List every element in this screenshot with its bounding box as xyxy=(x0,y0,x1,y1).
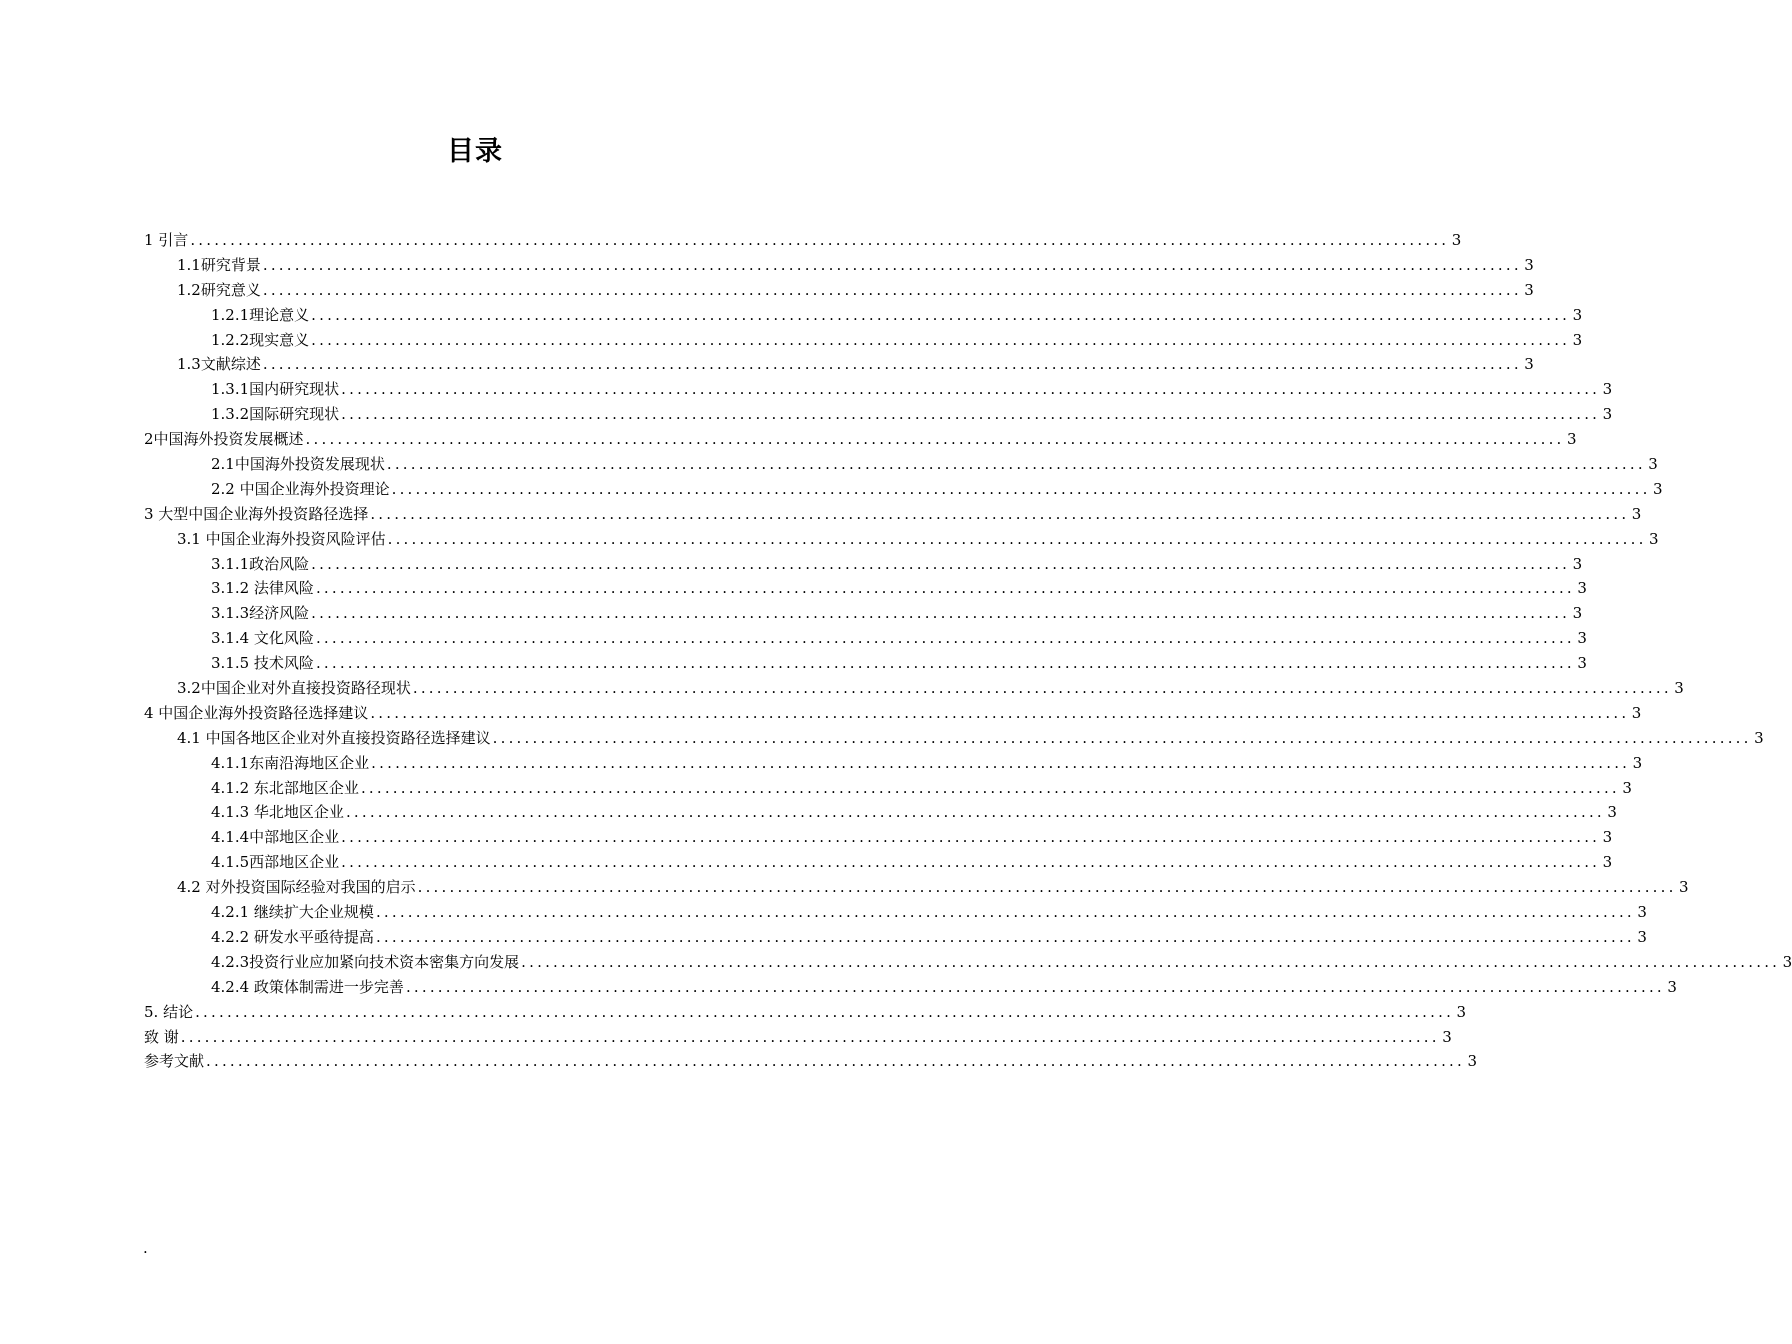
toc-dot-leader: .............................................................................................................................................................. xyxy=(311,554,1571,573)
toc-entry-page-number: 3 xyxy=(1524,255,1534,274)
toc-entry-label: 3.1.2 法律风险 xyxy=(211,579,314,598)
toc-dot-leader: .............................................................................................................................................................. xyxy=(417,878,1677,897)
toc-dot-leader: .............................................................................................................................................................. xyxy=(375,927,1635,946)
toc-dot-leader: .............................................................................................................................................................. xyxy=(371,753,1631,772)
toc-entry-page-number: 3 xyxy=(1674,679,1684,698)
toc-entry[interactable] xyxy=(144,726,1764,751)
toc-dot-leader: .............................................................................................................................................................. xyxy=(311,330,1571,349)
toc-entry[interactable] xyxy=(144,527,1659,552)
toc-entry[interactable] xyxy=(144,452,1658,477)
toc-entry-page-number: 3 xyxy=(1631,504,1642,523)
toc-entry-page-number: 3 xyxy=(1524,280,1534,299)
toc-dot-leader: .............................................................................................................................................................. xyxy=(412,679,1672,698)
toc-entry-label: 4.1.1东南沿海地区企业 xyxy=(211,753,370,772)
toc-entry-page-number: 3 xyxy=(1442,1027,1452,1046)
toc-dot-leader: .............................................................................................................................................................. xyxy=(341,853,1601,872)
toc-entry[interactable] xyxy=(144,776,1632,801)
toc-entry[interactable] xyxy=(144,1000,1467,1025)
toc-entry-page-number: 3 xyxy=(1572,604,1583,623)
toc-dot-leader: .............................................................................................................................................................. xyxy=(315,629,1575,648)
toc-entry-label: 2中国海外投资发展概述 xyxy=(144,430,304,449)
toc-entry[interactable] xyxy=(144,900,1647,925)
toc-entry[interactable] xyxy=(144,278,1534,303)
toc-entry-page-number: 3 xyxy=(1572,554,1583,573)
toc-entry-page-number: 3 xyxy=(1679,878,1689,897)
toc-entry-page-number: 3 xyxy=(1631,703,1642,722)
toc-entry[interactable] xyxy=(144,1049,1477,1074)
toc-entry-page-number: 3 xyxy=(1637,927,1647,946)
footer-dot: . xyxy=(143,1239,148,1257)
toc-entry[interactable] xyxy=(144,477,1663,502)
toc-entry[interactable] xyxy=(144,676,1684,701)
toc-entry[interactable] xyxy=(144,253,1534,278)
toc-entry-page-number: 3 xyxy=(1577,629,1587,648)
toc-entry[interactable] xyxy=(144,552,1583,577)
toc-entry-page-number: 3 xyxy=(1653,479,1663,498)
toc-entry-label: 3 大型中国企业海外投资路径选择 xyxy=(144,504,369,523)
toc-entry-page-number: 3 xyxy=(1572,305,1583,324)
toc-dot-leader: .............................................................................................................................................................. xyxy=(391,479,1651,498)
toc-dot-leader: .............................................................................................................................................................. xyxy=(492,728,1752,747)
toc-entry-label: 4.1.5西部地区企业 xyxy=(211,853,340,872)
toc-entry[interactable] xyxy=(144,825,1613,850)
toc-entry[interactable] xyxy=(144,925,1647,950)
toc-entry[interactable] xyxy=(144,850,1613,875)
toc-entry-page-number: 3 xyxy=(1782,952,1792,971)
toc-entry-page-number: 3 xyxy=(1577,579,1587,598)
toc-entry-label: 2.2 中国企业海外投资理论 xyxy=(211,479,390,498)
toc-entry-label: 1.2.2现实意义 xyxy=(211,330,310,349)
toc-entry-label: 致 谢 xyxy=(144,1027,179,1046)
toc-entry-page-number: 3 xyxy=(1607,803,1617,822)
toc-entry-page-number: 3 xyxy=(1632,753,1643,772)
toc-entry[interactable] xyxy=(144,402,1613,427)
toc-entry[interactable] xyxy=(144,701,1642,726)
page-title: 目录 xyxy=(447,136,503,167)
toc-entry-page-number: 3 xyxy=(1602,853,1613,872)
toc-dot-leader: .............................................................................................................................................................. xyxy=(305,430,1565,449)
toc-entry[interactable] xyxy=(144,303,1583,328)
toc-entry-page-number: 3 xyxy=(1602,828,1613,847)
toc-dot-leader: .............................................................................................................................................................. xyxy=(341,828,1601,847)
toc-dot-leader: .............................................................................................................................................................. xyxy=(341,380,1601,399)
toc-entry-label: 4.2 对外投资国际经验对我国的启示 xyxy=(177,878,416,897)
toc-entry-page-number: 3 xyxy=(1637,903,1647,922)
toc-entry[interactable] xyxy=(144,328,1583,353)
toc-entry-label: 1.2研究意义 xyxy=(177,280,261,299)
toc-dot-leader: .............................................................................................................................................................. xyxy=(370,504,1630,523)
toc-entry[interactable] xyxy=(144,427,1577,452)
toc-entry-label: 2.1中国海外投资发展现状 xyxy=(211,455,385,474)
toc-entry-label: 参考文献 xyxy=(144,1052,205,1071)
toc-entry-label: 3.1.3经济风险 xyxy=(211,604,310,623)
toc-entry-label: 1.2.1理论意义 xyxy=(211,305,310,324)
toc-entry-label: 1 引言 xyxy=(144,231,189,249)
toc-dot-leader: .............................................................................................................................................................. xyxy=(360,778,1620,797)
toc-dot-leader: .............................................................................................................................................................. xyxy=(262,355,1522,374)
toc-dot-leader: .............................................................................................................................................................. xyxy=(387,529,1647,548)
toc-dot-leader: .............................................................................................................................................................. xyxy=(315,579,1575,598)
toc-dot-leader: .............................................................................................................................................................. xyxy=(386,455,1646,474)
toc-entry-page-number: 3 xyxy=(1456,1002,1467,1021)
toc-entry-page-number: 3 xyxy=(1451,231,1462,249)
toc-entry[interactable] xyxy=(144,502,1642,527)
toc-entry-page-number: 3 xyxy=(1572,330,1583,349)
toc-entry[interactable] xyxy=(144,626,1587,651)
toc-dot-leader: .............................................................................................................................................................. xyxy=(206,1052,1465,1071)
toc-entry[interactable] xyxy=(144,377,1613,402)
toc-entry-label: 1.3.2国际研究现状 xyxy=(211,405,340,424)
toc-entry-label: 4.1.2 东北部地区企业 xyxy=(211,778,359,797)
toc-dot-leader: .............................................................................................................................................................. xyxy=(375,903,1635,922)
toc-dot-leader: .............................................................................................................................................................. xyxy=(180,1027,1440,1046)
toc-entry[interactable] xyxy=(144,975,1677,1000)
table-of-contents xyxy=(144,228,1792,1074)
toc-entry-label: 5. 结论 xyxy=(144,1002,194,1021)
toc-entry-label: 3.2中国企业对外直接投资路径现状 xyxy=(177,679,411,698)
toc-entry-page-number: 3 xyxy=(1602,380,1613,399)
toc-dot-leader: .............................................................................................................................................................. xyxy=(405,977,1665,996)
toc-entry-label: 4.2.1 继续扩大企业规模 xyxy=(211,903,374,922)
toc-dot-leader: .............................................................................................................................................................. xyxy=(521,952,1781,971)
toc-entry-page-number: 3 xyxy=(1524,355,1534,374)
toc-dot-leader: .............................................................................................................................................................. xyxy=(262,280,1522,299)
toc-entry[interactable] xyxy=(144,800,1617,825)
toc-entry[interactable] xyxy=(144,950,1792,975)
toc-dot-leader: .............................................................................................................................................................. xyxy=(311,604,1571,623)
toc-entry-label: 1.3文献综述 xyxy=(177,355,261,374)
toc-entry[interactable] xyxy=(144,751,1643,776)
toc-entry-page-number: 3 xyxy=(1622,778,1632,797)
toc-entry[interactable] xyxy=(144,601,1583,626)
toc-entry-page-number: 3 xyxy=(1649,529,1659,548)
toc-dot-leader: .............................................................................................................................................................. xyxy=(311,305,1571,324)
toc-dot-leader: .............................................................................................................................................................. xyxy=(190,231,1450,249)
toc-entry-page-number: 3 xyxy=(1648,455,1658,474)
toc-entry-label: 4.2.4 政策体制需进一步完善 xyxy=(211,977,404,996)
toc-entry-label: 3.1 中国企业海外投资风险评估 xyxy=(177,529,386,548)
toc-entry-label: 3.1.5 技术风险 xyxy=(211,654,314,673)
toc-entry[interactable] xyxy=(144,875,1689,900)
toc-dot-leader: .............................................................................................................................................................. xyxy=(262,255,1522,274)
toc-entry[interactable] xyxy=(144,352,1534,377)
toc-dot-leader: .............................................................................................................................................................. xyxy=(345,803,1605,822)
toc-entry[interactable] xyxy=(144,1025,1452,1050)
toc-entry[interactable] xyxy=(144,651,1587,676)
toc-dot-leader: .............................................................................................................................................................. xyxy=(341,405,1601,424)
toc-entry[interactable] xyxy=(144,576,1587,601)
toc-entry-label: 4.1 中国各地区企业对外直接投资路径选择建议 xyxy=(177,728,491,747)
toc-entry-label: 4.2.3投资行业应加紧向技术资本密集方向发展 xyxy=(211,952,520,971)
toc-entry-page-number: 3 xyxy=(1467,1052,1477,1071)
toc-entry-label: 4.1.3 华北地区企业 xyxy=(211,803,344,822)
toc-entry-label: 1.1研究背景 xyxy=(177,255,261,274)
toc-entry-page-number: 3 xyxy=(1667,977,1677,996)
toc-dot-leader: .............................................................................................................................................................. xyxy=(315,654,1575,673)
toc-entry-label: 4.2.2 研发水平亟待提高 xyxy=(211,927,374,946)
toc-entry[interactable] xyxy=(144,228,1462,253)
toc-entry-label: 3.1.1政治风险 xyxy=(211,554,310,573)
toc-entry-label: 4 中国企业海外投资路径选择建议 xyxy=(144,703,369,722)
toc-entry-label: 4.1.4中部地区企业 xyxy=(211,828,340,847)
toc-entry-page-number: 3 xyxy=(1577,654,1587,673)
toc-entry-label: 3.1.4 文化风险 xyxy=(211,629,314,648)
toc-dot-leader: .............................................................................................................................................................. xyxy=(195,1002,1455,1021)
toc-entry-label: 1.3.1国内研究现状 xyxy=(211,380,340,399)
toc-entry-page-number: 3 xyxy=(1754,728,1764,747)
toc-dot-leader: .............................................................................................................................................................. xyxy=(370,703,1630,722)
toc-entry-page-number: 3 xyxy=(1602,405,1613,424)
toc-entry-page-number: 3 xyxy=(1566,430,1577,449)
